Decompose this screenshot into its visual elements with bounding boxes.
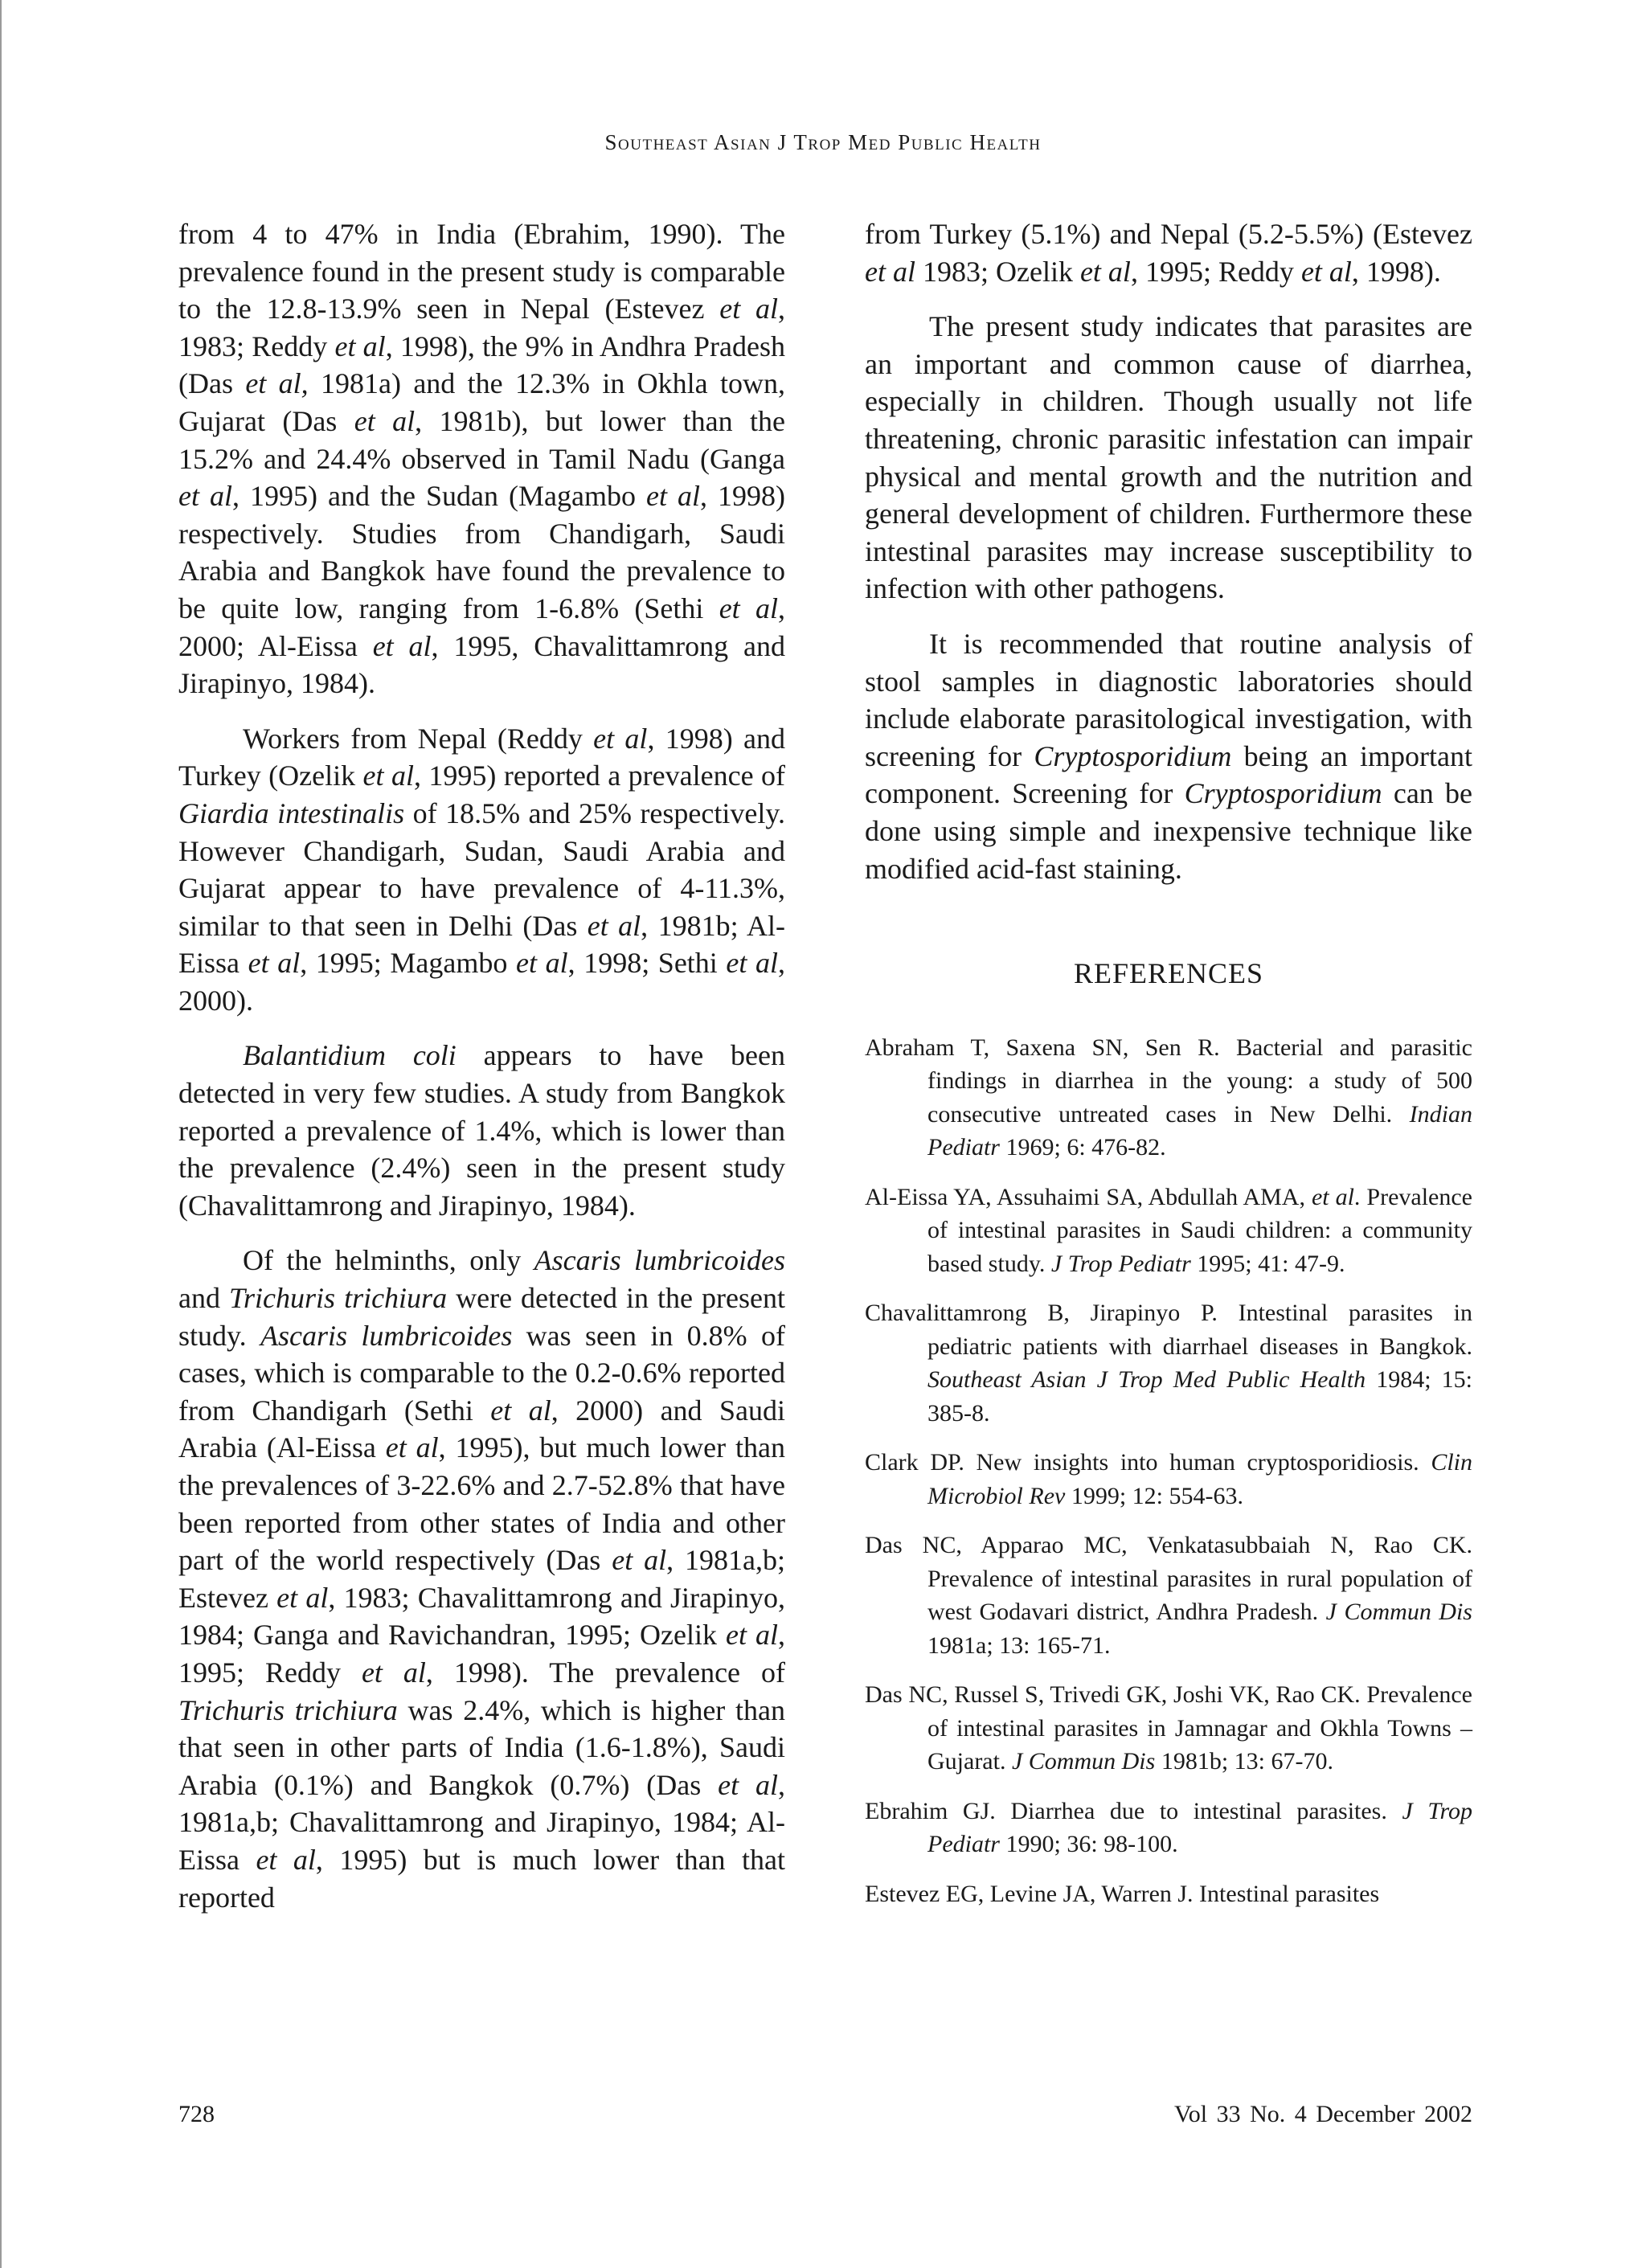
text-run: , 2000; Al-Eissa [178,592,785,662]
italic-text: Trichuris trichiura [178,1693,398,1726]
text-run: from Turkey (5.1%) and Nepal (5.2-5.5%) (Estevez [865,218,1472,250]
body-paragraph [178,1242,785,1916]
text-run: The present study indicates that parasites are an important and common cause of diarrhea, especially in children. Though usually not life threatening, chronic parasitic infestation can impair physical and mental growth and the nutrition and general development of children. Furthermore these intestinal parasites may increase susceptibility to infection with other pathogens. [865,310,1472,605]
italic-text: J Commun Dis [1325,1599,1472,1626]
reference-entry [865,1446,1472,1513]
reference-entry [865,1296,1472,1430]
body-paragraph [865,215,1472,290]
italic-text: et al [490,1394,551,1427]
text-run: Das NC, Russel S, Trivedi GK, Joshi VK, Rao CK. Prevalence of intestinal parasites in Jamnagar and Okhla Towns – Gujarat. [865,1681,1472,1775]
italic-text: Clin Microbiol Rev [927,1449,1472,1509]
text-run: Ebrahim GJ. Diarrhea due to intestinal parasites. [865,1797,1402,1824]
body-paragraph [178,215,785,702]
italic-text: et al [726,1619,779,1652]
body-paragraph [178,1037,785,1224]
text-run: were detected in the present study. [178,1282,785,1352]
italic-text: et al [248,947,301,980]
italic-text: et al [178,480,232,513]
text-run: , 1998). The prevalence of [425,1656,786,1689]
reference-entry [865,1529,1472,1662]
reference-entry [865,1795,1472,1861]
text-run: . Prevalence of intestinal parasites in Saudi children: a community based study. [927,1183,1472,1277]
italic-text: J Trop Pediatr [1050,1250,1191,1277]
italic-text: et al [372,629,432,662]
references-list [865,1031,1472,1911]
text-run: 1990; 36: 98-100. [1000,1831,1178,1858]
text-run: and [178,1282,229,1315]
text-run: was seen in 0.8% of cases, which is comparable to the 0.2-0.6% reported from Chandigarh (Sethi [178,1319,785,1427]
text-run: 1981b; 13: 67-70. [1155,1748,1333,1775]
text-run: , 1995), but much lower than the prevalences of 3-22.6% and 2.7-52.8% that have been reported from other states of India and other part of the world respectively (Das [178,1431,786,1577]
italic-text: Ascaris lumbricoides [260,1319,513,1352]
text-run: , 2000). [178,947,786,1017]
text-run: 1984; 15: 385-8. [927,1366,1472,1427]
page-number: 728 [178,2101,215,2127]
italic-text: et al [718,1768,778,1801]
text-run: Chavalittamrong B, Jirapinyo P. Intestinal parasites in pediatric patients with diarrhael diseases in Bangkok. [865,1300,1472,1360]
text-run: 1999; 12: 554-63. [1065,1482,1243,1509]
italic-text: Trichuris trichiura [229,1282,448,1315]
right-column-body [865,215,1472,887]
text-run: , 1995) reported a prevalence of [413,759,786,792]
issue-info: Vol 33 No. 4 December 2002 [1173,2101,1472,2127]
text-run: , 1998), the 9% in Andhra Pradesh (Das [178,330,785,400]
text-run: Das NC, Apparao MC, Venkatasubbaiah N, Rao CK. Prevalence of intestinal parasites in rural population of west Godavari district, Andhra Pradesh. [865,1532,1472,1626]
italic-text: et al [354,404,416,437]
text-run: Abraham T, Saxena SN, Sen R. Bacterial and parasitic findings in diarrhea in the young: a study of 500 consecutive untreated cases in New Delhi. [865,1034,1472,1128]
italic-text: et al [362,759,414,792]
italic-text: et al [593,722,648,755]
text-run: , 1981b), but lower than the 15.2% and 24.4% observed in Tamil Nadu (Ganga [178,404,786,475]
text-run: It is recommended that routine analysis of stool samples in diagnostic laboratories should include elaborate parasitological investigation, with screening for [865,627,1472,772]
italic-text: et al [646,480,700,513]
italic-text: et al [1311,1183,1354,1210]
reference-entry [865,1181,1472,1281]
text-run: , 1995; Reddy [1130,255,1301,288]
text-run: 1983; Ozelik [915,255,1080,288]
italic-text: et al [726,947,779,980]
italic-text: et al, [245,367,309,400]
italic-text: Indian Pediatr [927,1100,1472,1161]
text-run: , 1998). [1351,255,1441,288]
text-run: , 1995) but is much lower than that reported [178,1843,785,1914]
text-run: , 1981a,b; Estevez [178,1544,786,1614]
left-column [178,215,785,1934]
reference-entry [865,1031,1472,1165]
text-run: , 1998; Sethi [567,947,727,980]
italic-text: et al [719,592,778,624]
italic-text: et al [385,1431,439,1464]
text-run: Workers from Nepal (Reddy [243,722,594,755]
text-run: , 1995) and the Sudan (Magambo [232,480,646,513]
right-column [865,215,1472,1926]
text-run: from 4 to 47% in India (Ebrahim, 1990). The prevalence found in the present study is comparable to the 12.8-13.9% seen in Nepal (Estevez [178,218,785,325]
italic-text: et al [1079,255,1131,288]
italic-text: et al [361,1656,426,1689]
italic-text: et al [276,1581,329,1614]
text-run: appears to have been detected in very few studies. A study from Bangkok reported a prevalence of 1.4%, which is lower than the prevalence (2.4%) seen in the present study (Chavalittamrong and Jirapinyo, 1984). [178,1039,785,1222]
text-run: , 1983; Reddy [178,293,786,362]
text-run: , 1981b; Al-Eissa [178,909,785,980]
text-run: 1969; 6: 476-82. [1000,1134,1166,1161]
italic-text: Balantidium coli [243,1039,457,1072]
italic-text: et al [719,293,779,325]
text-run: Estevez EG, Levine JA, Warren J. Intestinal parasites [865,1880,1380,1907]
references-heading: REFERENCES [1073,957,1264,990]
text-run: Clark DP. New insights into human cryptosporidiosis. [865,1449,1431,1476]
text-run: Of the helminths, only [243,1244,534,1277]
italic-text: et al [865,255,915,288]
italic-text: Cryptosporidium [1184,777,1382,810]
body-paragraph [865,625,1472,887]
text-run: of 18.5% and 25% respectively. However Chandigarh, Sudan, Saudi Arabia and Gujarat appear to have prevalence of 4-11.3%, similar to that seen in Delhi (Das [178,796,785,942]
text-run: was 2.4%, which is higher than that seen in other parts of India (1.6-1.8%), Saudi Arabia (0.1%) and Bangkok (0.7%) (Das [178,1693,785,1801]
text-run: , 1995; Magambo [300,947,516,980]
italic-text: et al [1300,255,1352,288]
body-paragraph [178,720,785,1020]
italic-text: Giardia intestinalis [178,796,405,829]
page-edge-line [0,0,2,2268]
text-run: 1995; 41: 47-9. [1190,1250,1345,1277]
text-run: 1981a) and the 12.3% in Okhla town, Gujarat (Das [178,367,785,437]
text-run: , 1983; Chavalittamrong and Jirapinyo, 1984; Ganga and Ravichandran, 1995; Ozelik [178,1581,786,1652]
text-run: , 1998) respectively. Studies from Chandigarh, Saudi Arabia and Bangkok have found the prevalence to be quite low, ranging from 1-6.8% (Sethi [178,480,786,624]
italic-text: et al [612,1544,667,1577]
running-header: Southeast Asian J Trop Med Public Health [604,130,1042,154]
text-run: , 2000) and Saudi Arabia (Al-Eissa [178,1394,786,1464]
italic-text: Cryptosporidium [1034,739,1232,772]
text-run: being an important component. Screening for [865,739,1472,810]
text-run: 1981a; 13: 165-71. [927,1631,1111,1659]
italic-text: J Commun Dis [1011,1748,1156,1775]
body-paragraph [865,308,1472,608]
italic-text: et al [516,947,568,980]
text-run: Al-Eissa YA, Assuhaimi SA, Abdullah AMA, [865,1183,1312,1210]
text-run: , 1998) and Turkey (Ozelik [178,722,785,792]
italic-text: et al [256,1843,316,1876]
text-run: can be done using simple and inexpensive technique like modified acid-fast staining. [865,777,1473,885]
reference-entry [865,1877,1472,1911]
text-run: , 1995; Reddy [178,1619,786,1689]
italic-text: Southeast Asian J Trop Med Public Health [927,1366,1366,1394]
reference-entry [865,1678,1472,1779]
text-run: , 1981a,b; Chavalittamrong and Jirapinyo, 1984; Al-Eissa [178,1768,785,1876]
italic-text: Ascaris lumbricoides [534,1244,785,1277]
text-run: , 1995, Chavalittamrong and Jirapinyo, 1984). [178,629,785,700]
italic-text: J Trop Pediatr [927,1797,1473,1858]
italic-text: et al [334,330,386,362]
italic-text: et al [587,909,641,942]
